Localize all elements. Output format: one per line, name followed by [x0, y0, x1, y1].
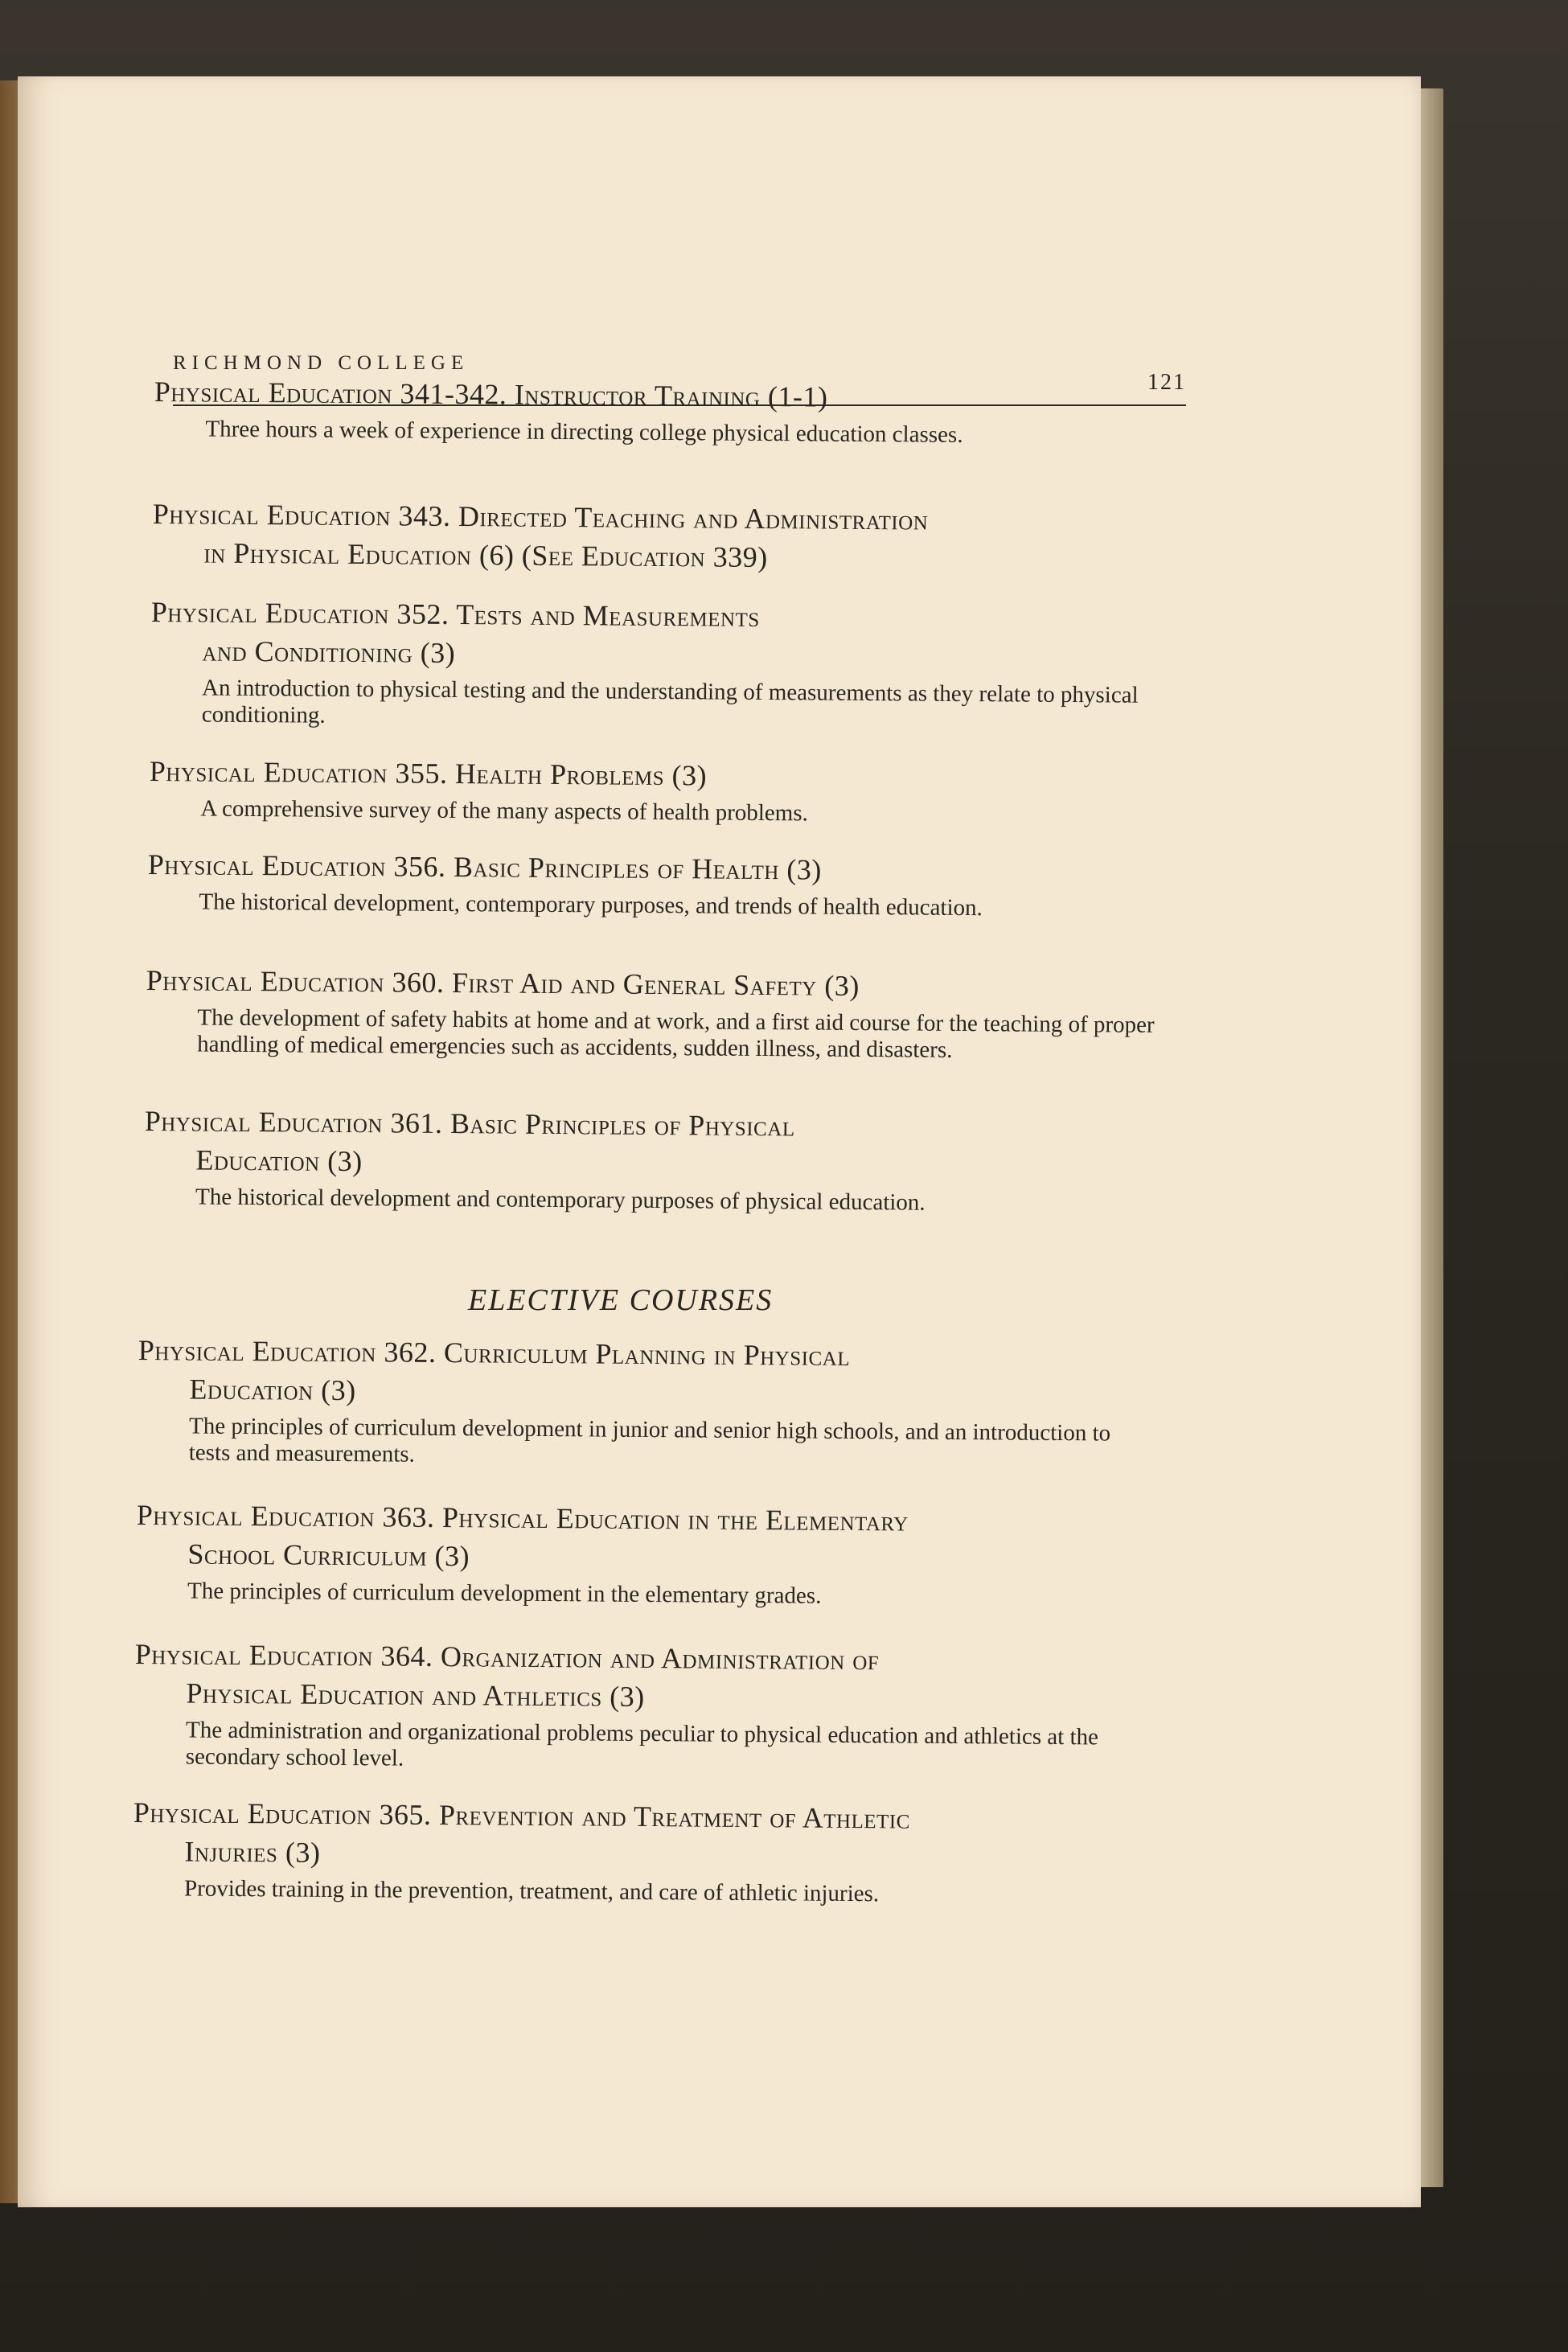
course-entry-356 — [147, 845, 1338, 925]
course-entry-352 — [150, 593, 1341, 737]
course-description: Three hours a week of experience in directing college physical education classes. — [205, 416, 963, 448]
course-title-continued: in Physical Education (6) (See Education 339) — [203, 536, 768, 574]
course-title: Physical Education 341-342. Instructor Training (1-1) — [154, 375, 828, 413]
course-description: Provides training in the prevention, treatment, and care of athletic injuries. — [183, 1875, 880, 1907]
course-title: Physical Education 352. Tests and Measurements — [150, 595, 760, 633]
course-description: The development of safety habits at home and at work, and a first aid course for the teaching of proper handling of medical emergencies such as accidents, sudden illness, and disasters. — [197, 1004, 1155, 1063]
course-title: Physical Education 356. Basic Principles of Health (3) — [147, 848, 823, 886]
course-title: Physical Education 365. Prevention and Treatment of Athletic — [133, 1796, 911, 1835]
course-title-continued: Physical Education and Athletics (3) — [186, 1677, 645, 1713]
course-title: Physical Education 364. Organization and Administration of — [134, 1637, 880, 1677]
course-entry-343 — [152, 495, 1343, 581]
course-title: Physical Education 362. Curriculum Planning in Physical — [138, 1333, 851, 1372]
page-number: 121 — [1147, 370, 1186, 395]
course-description: A comprehensive survey of the many aspects of health problems. — [200, 795, 808, 827]
course-description: The historical development and contemporary purposes of physical education. — [195, 1184, 926, 1216]
course-title: Physical Education 360. First Aid and General Safety (3) — [146, 963, 860, 1002]
course-title-continued: Injuries (3) — [184, 1835, 321, 1869]
course-title-continued: School Curriculum (3) — [187, 1537, 470, 1573]
course-title-continued: Education (3) — [189, 1373, 356, 1407]
course-title-continued: Education (3) — [195, 1143, 363, 1178]
running-title: RICHMOND COLLEGE — [173, 352, 470, 374]
course-title-continued: and Conditioning (3) — [202, 634, 456, 669]
course-entry-355 — [149, 752, 1340, 831]
course-title: Physical Education 343. Directed Teaching and Administration — [152, 497, 929, 536]
course-description: The principles of curriculum development in the elementary grades. — [187, 1578, 822, 1609]
course-description: The historical development, contemporary purposes, and trends of health education. — [199, 889, 983, 922]
course-entry-364 — [134, 1635, 1325, 1779]
course-entry-362 — [138, 1331, 1328, 1476]
book-page — [18, 76, 1421, 2207]
course-title: Physical Education 355. Health Problems (3) — [149, 754, 708, 792]
course-description: The administration and organizational problems peculiar to physical education and athletics at the secondary school level. — [185, 1717, 1099, 1771]
elective-courses-heading: ELECTIVE COURSES — [468, 1283, 774, 1317]
course-entry-361 — [144, 1102, 1335, 1220]
course-description: An introduction to physical testing and the understanding of measurements as they relate to physical conditioning. — [201, 675, 1139, 729]
course-entry-363 — [136, 1496, 1327, 1614]
course-entry-365 — [133, 1793, 1324, 1911]
course-title: Physical Education 361. Basic Principles of Physical — [144, 1104, 795, 1143]
course-entry-360 — [146, 961, 1336, 1067]
course-description: The principles of curriculum development in junior and senior high schools, and an introduction to tests and measurements. — [188, 1413, 1111, 1467]
course-entry-341 — [154, 372, 1344, 452]
course-title: Physical Education 363. Physical Education in the Elementary — [136, 1498, 909, 1537]
